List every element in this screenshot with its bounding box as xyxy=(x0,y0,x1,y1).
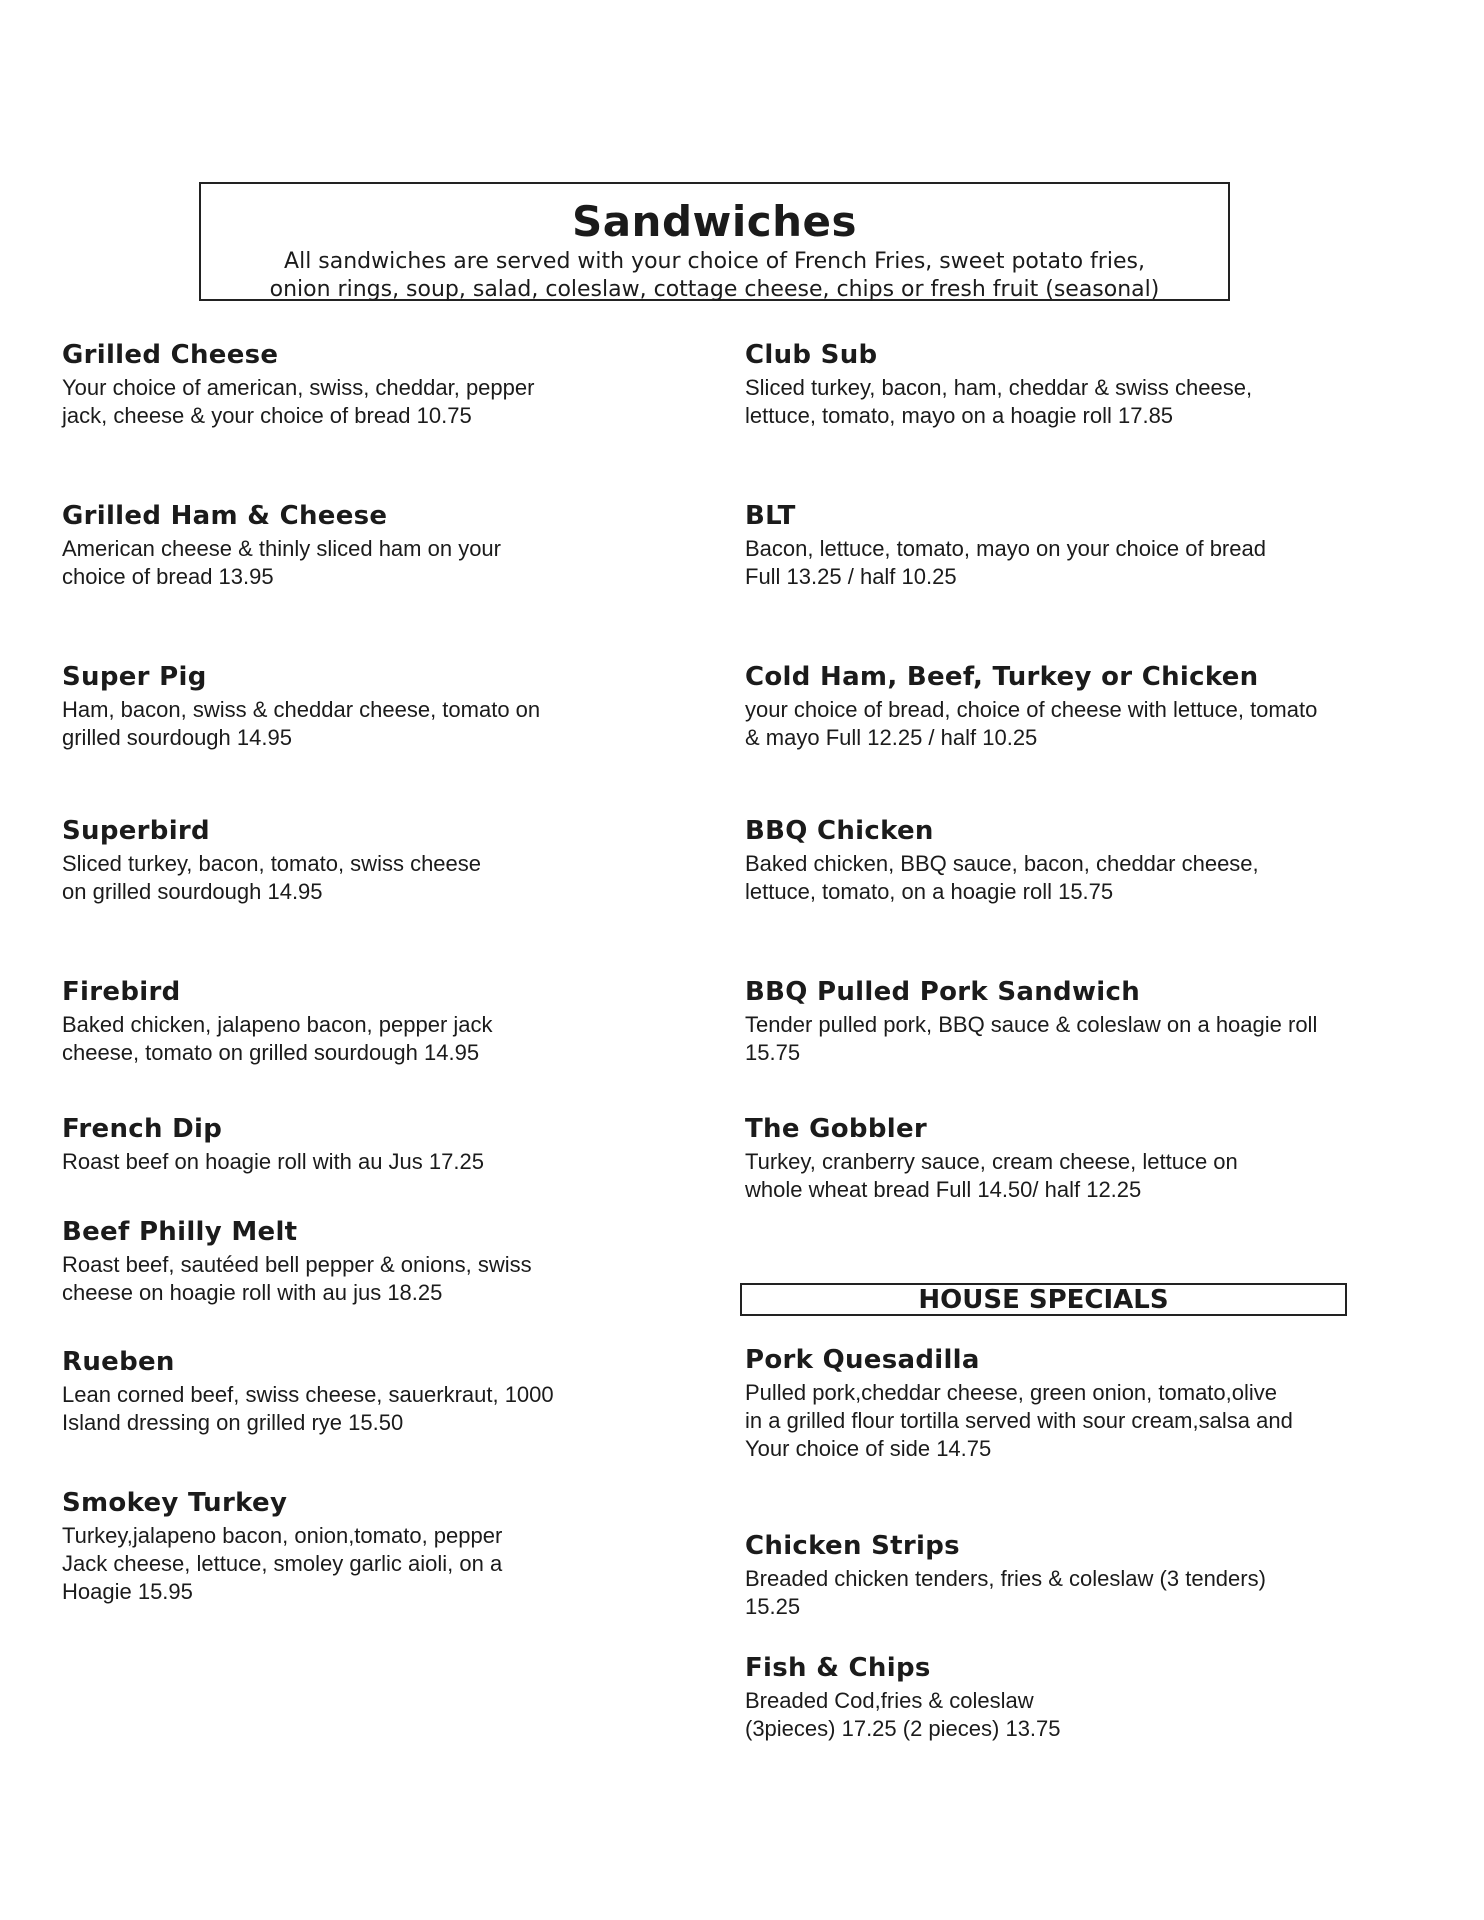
menu-item-grilled-cheese xyxy=(62,340,622,430)
item-desc: Breaded chicken tenders, fries & coleslaw (3 tenders) 15.25 xyxy=(745,1566,1266,1619)
header-subtitle-line2: onion rings, soup, salad, coleslaw, cottage cheese, chips or fresh fruit (seasonal) xyxy=(269,277,1160,302)
menu-item-beef-philly-melt xyxy=(62,1217,622,1307)
item-desc: Your choice of american, swiss, cheddar, pepper jack, cheese & your choice of bread 10.75 xyxy=(62,375,535,428)
menu-item-french-dip xyxy=(62,1114,622,1176)
item-desc: Breaded Cod,fries & coleslaw (3pieces) 17.25 (2 pieces) 13.75 xyxy=(745,1688,1061,1741)
header-subtitle-line1: All sandwiches are served with your choice of French Fries, sweet potato fries, xyxy=(284,249,1145,274)
item-name: Fish & Chips xyxy=(745,1653,931,1683)
item-desc: Sliced turkey, bacon, tomato, swiss cheese on grilled sourdough 14.95 xyxy=(62,851,482,904)
item-name: Club Sub xyxy=(745,340,878,370)
item-name: Super Pig xyxy=(62,662,207,692)
item-name: Smokey Turkey xyxy=(62,1488,288,1518)
item-desc: Turkey,jalapeno bacon, onion,tomato, pepper Jack cheese, lettuce, smoley garlic aioli, on a Hoagie 15.95 xyxy=(62,1523,503,1604)
item-name: The Gobbler xyxy=(745,1114,928,1144)
item-desc: Tender pulled pork, BBQ sauce & coleslaw on a hoagie roll 15.75 xyxy=(745,1012,1318,1065)
item-desc: Pulled pork,cheddar cheese, green onion, tomato,olive in a grilled flour tortilla served with sour cream,salsa and Your choice of side 14.75 xyxy=(745,1380,1293,1461)
item-desc: Baked chicken, jalapeno bacon, pepper jack cheese, tomato on grilled sourdough 14.95 xyxy=(62,1012,493,1065)
menu-item-bbq-pulled-pork xyxy=(745,977,1395,1067)
item-desc: Bacon, lettuce, tomato, mayo on your choice of bread Full 13.25 / half 10.25 xyxy=(745,536,1266,589)
item-desc: Roast beef, sautéed bell pepper & onions, swiss cheese on hoagie roll with au jus 18.25 xyxy=(62,1252,532,1305)
menu-item-super-pig xyxy=(62,662,622,752)
menu-item-the-gobbler xyxy=(745,1114,1395,1204)
menu-item-rueben xyxy=(62,1347,622,1437)
item-name: Cold Ham, Beef, Turkey or Chicken xyxy=(745,662,1259,692)
menu-item-cold-sandwich xyxy=(745,662,1395,752)
menu-item-blt xyxy=(745,501,1395,591)
item-desc: Baked chicken, BBQ sauce, bacon, cheddar cheese, lettuce, tomato, on a hoagie roll 15.75 xyxy=(745,851,1259,904)
menu-item-club-sub xyxy=(745,340,1395,430)
item-desc: Lean corned beef, swiss cheese, sauerkraut, 1000 Island dressing on grilled rye 15.50 xyxy=(62,1382,554,1435)
item-name: Beef Philly Melt xyxy=(62,1217,298,1247)
menu-item-superbird xyxy=(62,816,622,906)
item-name: French Dip xyxy=(62,1114,223,1144)
item-name: Firebird xyxy=(62,977,181,1007)
menu-item-smokey-turkey xyxy=(62,1488,622,1606)
menu-item-grilled-ham-cheese xyxy=(62,501,622,591)
item-desc: Roast beef on hoagie roll with au Jus 17.25 xyxy=(62,1149,484,1174)
menu-item-pork-quesadilla xyxy=(745,1345,1395,1463)
item-name: Superbird xyxy=(62,816,210,846)
page-title: Sandwiches xyxy=(571,197,858,246)
item-name: Rueben xyxy=(62,1347,175,1377)
house-specials-heading: HOUSE SPECIALS xyxy=(740,1283,1347,1316)
item-name: BBQ Pulled Pork Sandwich xyxy=(745,977,1141,1007)
item-name: BLT xyxy=(745,501,796,531)
item-name: Grilled Cheese xyxy=(62,340,279,370)
menu-item-chicken-strips xyxy=(745,1531,1395,1621)
menu-item-firebird xyxy=(62,977,622,1067)
menu-item-bbq-chicken xyxy=(745,816,1395,906)
menu-item-fish-chips xyxy=(745,1653,1395,1743)
item-name: Chicken Strips xyxy=(745,1531,960,1561)
item-desc: American cheese & thinly sliced ham on your choice of bread 13.95 xyxy=(62,536,501,589)
item-name: BBQ Chicken xyxy=(745,816,934,846)
menu-header xyxy=(199,182,1230,301)
item-name: Pork Quesadilla xyxy=(745,1345,980,1375)
item-desc: Ham, bacon, swiss & cheddar cheese, tomato on grilled sourdough 14.95 xyxy=(62,697,541,750)
item-desc: your choice of bread, choice of cheese with lettuce, tomato & mayo Full 12.25 / half 10.25 xyxy=(745,697,1318,750)
item-desc: Turkey, cranberry sauce, cream cheese, lettuce on whole wheat bread Full 14.50/ half 12.25 xyxy=(745,1149,1238,1202)
item-name: Grilled Ham & Cheese xyxy=(62,501,388,531)
item-desc: Sliced turkey, bacon, ham, cheddar & swiss cheese, lettuce, tomato, mayo on a hoagie roll 17.85 xyxy=(745,375,1253,428)
